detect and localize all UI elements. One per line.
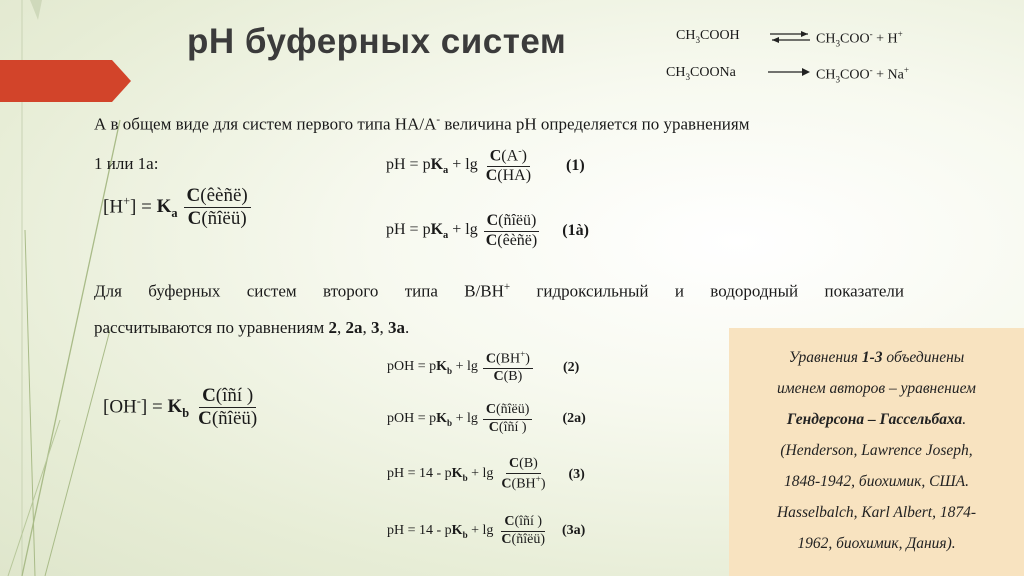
intro-text-line-1: А в общем виде для систем первого типа HA/A- величина pH определяется по уравнениям [94, 114, 750, 134]
reaction-2-left: $CH_3COONa$ [666, 65, 736, 82]
equation-3a [387, 515, 585, 547]
equation-3-fraction [498, 457, 548, 492]
equation-1a [386, 213, 589, 250]
equation-3-numerator: C(B) [506, 457, 541, 474]
equation-1a-denominator: C(êèñë) [485, 231, 538, 249]
equation-3-lhs: pH = $14 - pK_b + \lg$ [387, 466, 494, 483]
buffer-type-2-text-line-1: Для буферных систем второго типа B/BH+ гидроксильный и водородный показатели [94, 281, 904, 301]
reaction-1-right: $CH_3COO^- + H^+$ [816, 29, 903, 49]
h-formula-lhs: $[H^+] = K_a$ [103, 193, 178, 220]
equation-2 [387, 350, 579, 385]
h-ion-formula [103, 186, 251, 229]
note-line: именем авторов – уравнением [777, 380, 976, 397]
equation-2a [387, 403, 586, 435]
equation-2a-lhs: pOH = $pK_b + \lg$ [387, 410, 478, 428]
equation-2a-numerator: C(ñîëü) [483, 403, 533, 420]
oh-formula-fraction [195, 386, 260, 429]
henderson-hasselbalch-note [729, 328, 1024, 576]
equation-1-numerator: C(A-) [487, 147, 530, 167]
oh-ion-formula [103, 386, 260, 429]
equation-1-denominator: C(HA) [485, 167, 532, 185]
equation-3 [387, 457, 585, 492]
oh-formula-lhs: $[OH^-] = K_b$ [103, 393, 190, 420]
equation-3-denominator: C(BH+) [501, 473, 546, 492]
forward-arrow-icon [766, 66, 812, 78]
equation-3a-denominator: C(ñîëü) [501, 531, 545, 547]
equation-3a-numerator: C(îñí ) [501, 515, 545, 532]
h-formula-numerator: C(êèñë) [184, 186, 251, 208]
reaction-2-right: $CH_3COO^- + Na^+$ [816, 65, 909, 85]
equation-2a-denominator: C(îñí ) [488, 419, 527, 435]
buffer-type-2-text-line-2: рассчитываются по уравнениям 2, 2а, 3, 3а. [94, 318, 410, 337]
equation-3a-fraction [498, 515, 548, 547]
intro-text-line-2: 1 или 1а: [94, 154, 159, 173]
note-line: Уравнения 1-3 объединены [788, 349, 965, 366]
equation-2a-fraction [483, 403, 533, 435]
accent-arrow-tab [0, 60, 131, 102]
equation-2-denominator: C(B) [493, 369, 523, 385]
equation-1 [386, 147, 585, 185]
equation-2a-tag: (2а) [562, 411, 586, 427]
equation-1a-fraction [483, 213, 541, 250]
equation-1a-tag: (1à) [562, 222, 589, 240]
equation-1a-numerator: C(ñîëü) [484, 213, 540, 232]
h-formula-fraction [184, 186, 251, 229]
oh-formula-numerator: C(îñí ) [199, 386, 256, 408]
equation-1-tag: (1) [566, 156, 585, 174]
reaction-1-left: $CH_3COOH$ [676, 28, 740, 45]
oh-formula-denominator: C(ñîëü) [198, 407, 258, 429]
equation-2-tag: (2) [562, 359, 580, 375]
equation-1-lhs: pH = $pK_a + \lg$ [386, 155, 478, 177]
equation-3a-tag: (3а) [561, 523, 586, 539]
equation-3a-lhs: pH = $14 - pK_b + \lg$ [387, 522, 494, 540]
equation-1a-lhs: pH = $pK_a + \lg$ [386, 221, 478, 242]
note-line: Гендерсона – Гассельбаха. [786, 411, 967, 428]
note-line: 1848-1942, биохимик, США. [783, 473, 970, 490]
equation-2-fraction [483, 350, 533, 385]
note-line: 1962, биохимик, Дания). [797, 535, 956, 552]
equation-3-tag: (3) [568, 466, 585, 482]
equilibrium-arrow-icon [768, 30, 812, 44]
equation-2-numerator: C(BH+) [483, 350, 533, 369]
equation-1-fraction [483, 147, 534, 185]
note-line: Hasselbalch, Karl Albert, 1874- [776, 504, 977, 521]
page-title: pH буферных систем [187, 22, 567, 61]
h-formula-denominator: C(ñîëü) [187, 207, 247, 229]
note-line: (Henderson, Lawrence Joseph, [780, 442, 973, 459]
equation-2-lhs: pOH = $pK_b + \lg$ [387, 359, 478, 376]
